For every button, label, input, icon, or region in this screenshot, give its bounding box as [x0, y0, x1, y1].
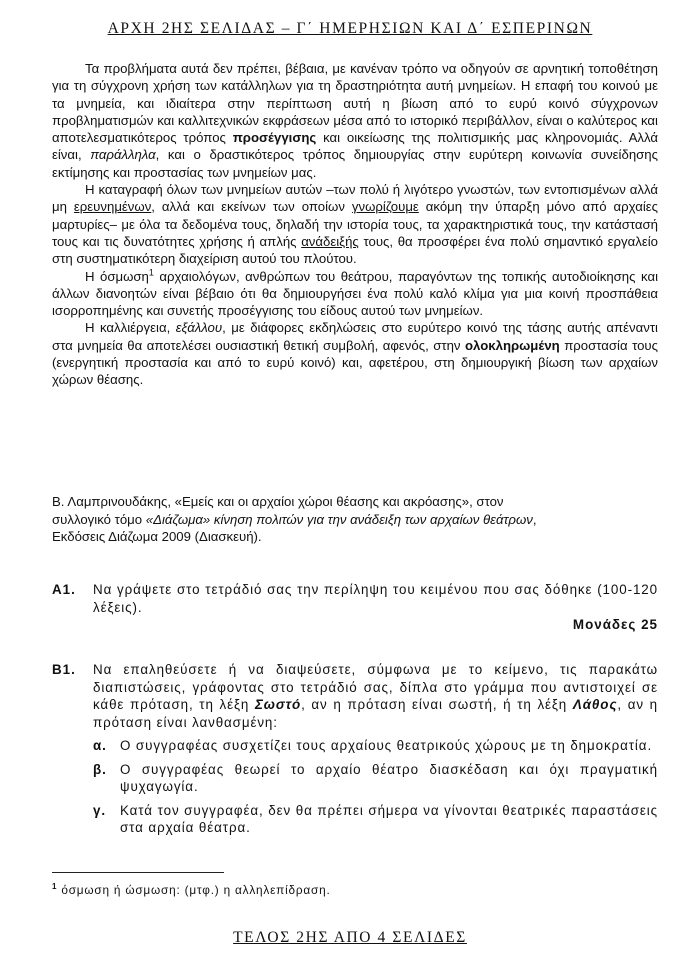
footnote	[52, 883, 658, 897]
source-line-3: Εκδόσεις Διάζωμα 2009 (Διασκευή).	[52, 529, 262, 544]
page-header: ΑΡΧΗ 2ΗΣ ΣΕΛΙΔΑΣ – Γ΄ ΗΜΕΡΗΣΙΩΝ ΚΑΙ Δ΄ ΕΣΠΕΡΙΝΩΝ	[107, 20, 593, 37]
paragraph-4-text-c: , με διάφορες εκδηλώσεις στο ευρύτερο κοινό της τάσης αυτής απέναντι στα μνημεία θα αποτελέσει ουσιαστική θετική συμβολή, αφενός, στην	[52, 320, 658, 353]
paragraph-1	[52, 60, 658, 181]
footnote-divider	[52, 872, 224, 873]
source-book-title: «Διάζωμα» κίνηση πολιτών για την ανάδειξη των αρχαίων θεάτρων	[145, 511, 533, 527]
question-text: Να γράψετε στο τετράδιό σας την περίληψη του κειμένου που σας δόθηκε (100-120 λέξεις).	[93, 582, 658, 615]
question-text	[93, 661, 658, 731]
statement-item	[93, 802, 658, 837]
statement-label: γ.	[93, 802, 106, 818]
italic-term-parallila: παράλληλα	[90, 147, 156, 163]
source-line-2-c: ,	[532, 511, 537, 527]
term-lathos: Λάθος	[572, 697, 618, 712]
paragraph-2-text-a: Η καταγραφή όλων των μνημείων αυτών –των πολύ ή λιγότερο γνωστών, των εντοπισμένων αλλά μη	[52, 182, 658, 215]
paragraph-4-text-a: Η καλλιέργεια,	[85, 320, 176, 336]
paragraph-4-text-e: προστασία τους (ενεργητική προστασία και από το ευρύ κοινό) και, αφετέρου, στη δημιουργική βίωση των αρχαίων χώρων θέασης.	[52, 337, 659, 388]
underlined-term-anadeixis: ανάδειξής	[301, 233, 359, 249]
question-a1	[52, 581, 658, 634]
question-number: Β1.	[52, 662, 76, 677]
question-marks: Μονάδες 25	[572, 617, 658, 632]
italic-term-exallou: εξάλλου	[175, 320, 223, 336]
paragraph-1-text-a: Τα προβλήματα αυτά δεν πρέπει, βέβαια, με κανέναν τρόπο να οδηγούν σε αρνητική τοποθέτηση για τη σύγχρονη χρήση των κατάλληλων για τη δραστηριότητα αυτή μνημείων. Η επαφή του κοινού με τα μνημεία, και ιδιαίτερα στην περίπτωση αυτή η βίωση από το ευρύ κοινό σύγχρονων προβληματισμών και καλλιτεχνικών εκφράσεων μέσα από το ιστορικό περιβάλλον, είναι ο καλύτερος και αποτελεσματικότερος τρόπος	[52, 61, 658, 146]
bold-term-proseggisis: προσέγγισης	[232, 130, 317, 146]
question-text-a: Να επαληθεύσετε ή να διαψεύσετε, σύμφωνα με το κείμενο, τις παρακάτω διαπιστώσεις, γράφοντας στο τετράδιό σας, δίπλα στο γράμμα που αντιστοιχεί σε κάθε πρόταση, τη λέξη	[93, 662, 658, 712]
underlined-term-erevnimenon: ερευνημένων	[73, 199, 152, 215]
statement-label: β.	[93, 761, 107, 777]
paragraph-1-text-e: , και ο δραστικότερος τρόπος δημιουργίας στην ευρύτερη κοινωνία συνείδησης εκτίμησης και προστασίας των μνημείων μας.	[52, 147, 658, 180]
paragraph-3-text-a: Η όσμωση	[85, 268, 149, 284]
statement-item	[93, 737, 658, 755]
paragraph-2-text-g: τους, θα προσφέρει ένα πολύ σημαντικό εργαλείο στη συστηματικότερη διαχείριση αυτού του πλούτου.	[52, 233, 658, 267]
paragraph-2	[52, 181, 658, 267]
footnote-text: όσμωση ή ώσμωση: (μτφ.) η αλληλεπίδραση.	[57, 883, 331, 897]
statement-text: Ο συγγραφέας θεωρεί το αρχαίο θέατρο διασκέδαση και όχι πραγματική ψυχαγωγία.	[120, 761, 658, 794]
footnote-marker: 1	[52, 882, 58, 892]
statement-label: α.	[93, 738, 107, 753]
statement-text: Ο συγγραφέας συσχετίζει τους αρχαίους θεατρικούς χώρους με τη δημοκρατία.	[120, 738, 653, 753]
underlined-term-gnorizoume: γνωρίζουμε	[351, 199, 419, 215]
source-citation	[52, 493, 658, 546]
bold-term-oloklirwmeni: ολοκληρωμένη	[464, 337, 560, 353]
footnote-reference: 1	[148, 267, 154, 278]
term-sosto: Σωστό	[254, 697, 302, 712]
question-text-e: , αν η πρόταση είναι λανθασμένη:	[93, 697, 658, 730]
page-footer: ΤΕΛΟΣ 2ΗΣ ΑΠΟ 4 ΣΕΛΙΔΕΣ	[233, 929, 467, 946]
paragraph-3-text-b: αρχαιολόγων, ανθρώπων του θεάτρου, παραγόντων της τοπικής αυτοδιοίκησης και άλλων διανοητών είναι βέβαιο ότι θα δημιουργήσει ένα πολύ καλό κλίμα για μια κοινή προσπάθεια ισορροπημένης και συνετής προσέγγισης του είδους αυτού των μνημείων.	[52, 268, 659, 319]
paragraph-1-text-c: και οικείωσης της πολιτισμικής μας κληρονομιάς. Αλλά είναι,	[52, 130, 658, 163]
source-line-2	[52, 511, 658, 529]
question-b1	[52, 661, 658, 837]
statement-item	[93, 761, 658, 796]
paragraph-4	[52, 319, 658, 388]
paragraph-2-text-c: , αλλά και εκείνων των οποίων	[151, 199, 352, 215]
source-line-1: Β. Λαμπρινουδάκης, «Εμείς και οι αρχαίοι χώροι θέασης και ακρόασης», στον	[52, 494, 504, 509]
paragraph-3	[52, 268, 658, 320]
passage	[52, 60, 658, 389]
question-number: Α1.	[52, 582, 76, 597]
source-line-2-a: συλλογικό τόμο	[52, 511, 146, 527]
statement-text: Κατά τον συγγραφέα, δεν θα πρέπει σήμερα να γίνονται θεατρικές παραστάσεις στα αρχαία θέατρα.	[120, 802, 658, 835]
question-text-c: , αν η πρόταση είναι σωστή, ή τη λέξη	[301, 697, 573, 712]
paragraph-2-text-e: ακόμη την ύπαρξη μόνο από αρχαίες μαρτυρίες– με όλα τα δεδομένα τους, δηλαδή την ιστορία τους, τα χαρακτηριστικά τους, την κατάστασή τους και τις δυνατότητες χρήσης ή απλής	[52, 199, 658, 249]
